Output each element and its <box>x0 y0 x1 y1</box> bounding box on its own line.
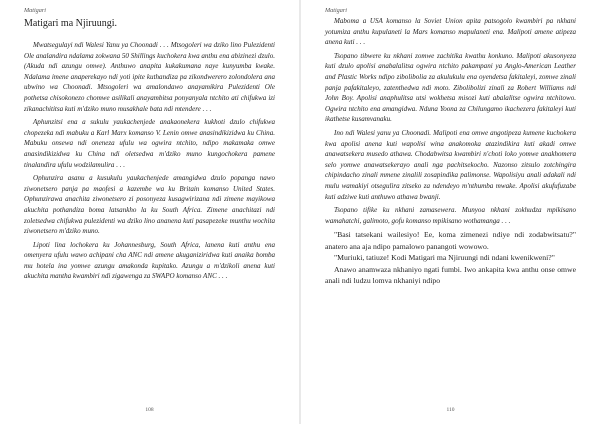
page-number: 110 <box>446 407 455 413</box>
paragraph: Tsopano tibwere ku nkhani zomwe zachitika kwathu konkuno. Malipoti akusonyeza kuti dzulo apolisi anabalalitsa ogwira ntchito pakampani ya Anglo-American Leather and Plastic Works ndipo zibolibolia za akulukulu ena oyendetsa fakitaleyi, zomwe zinali panja pafakitaleyo, zatenthedwa ndi moto. Zibolibolizi zinali za Robert Williams ndi John Boy. Apolisi anaphulitsa utsi wokhetsa misozi kuti abalalitse ogwira ntchitowo. Ogwira ntchito ena amangidwa. Nduna Yoona za Chilungamo ikachezera fakitaleyi kuti ikathetse kusamvanaku. <box>325 51 576 124</box>
dialogue-paragraph: "Muriuki, tatiuze! Kodi Matigari ma Njiruungi ndi ndani kwenikweni?" <box>334 253 555 263</box>
left-page <box>0 0 299 424</box>
paragraph: Tsopano tifike ku nkhani zamasewera. Munyoa nkhani zokhudza mpikisano wamahatchi, galimoto, gofu komanso mpikisano wothamanga . . . <box>325 206 576 225</box>
paragraph: Ophunzira asanu a kusukulu yaukachenjede amangidwa dzulo popanga nawo ziwonetsero panja pa maofesi a kazembe wa ku Britain komanso United States. Ophunzirawa anachita ziwonetsero zi posonyeza kusagwirizana ndi zimene mayikowa akuchita pothandiza boma latsankho la ku South Africa. Zimene anachitazi ndi zoletsedwa chifukwa pulezidenti wa dziko lino ananena kuti pasapezeke munthu wochita ziwonetsero m'dziko muno. <box>24 174 275 236</box>
paragraph: Maboma a USA komanso la Soviet Union apita patsogolo kwambiri pa nkhani yotumiza anthu kupulaneti la Mars komanso mapulaneti ena. Malipoti amene atipeza anena kuti . . . <box>325 17 576 47</box>
chapter-title: Matigari ma Njiruungi. <box>24 18 118 29</box>
paragraph: Aphunzitsi ena a sukulu yaukachenjede anakaonekera kukhoti dzulo chifukwa chopezeka ndi mabuku a Karl Marx komanso V. Lenin omwe anasindikizidwa ku China. Mabuku onsewa ndi oneneza ufulu wa ogwira ntchito, ndipo makamaka omwe anasindikizidwa ku China ndi oletsedwa m'dziko muno kungochokera pamene tinalandira ufulu wodzilamulira . . . <box>24 118 275 169</box>
running-head: Matigari <box>325 7 348 14</box>
paragraph: Ino ndi Walesi yanu ya Choonadi. Malipoti ena omwe angotipeza kumene kuchokera kwa apolisi anena kuti wapolisi wina anakomoka atazindikira kuti akadi omwe anawatsekera musedo athawa. Chodabwitsa kwambiri n'choti loko yomwe anakhomera selo yomwe anawatsekerayo anali nga pachitsekocho. Nazonso zitsulo zotchingira chipindacho zinali mmene zinalili zosapindika palimonse. Wapolisiyu anali adakali ndi mulu wamakiyi otsegulira zitseko za ndendeyo m'nthumba mwake. Apolisi akufufuzabe kuti adziwe kuti anthuwo athawa bwanji. <box>325 128 576 201</box>
paragraph: Anawo anamwaza nkhaniyo ngati fumbi. Iwo ankapita kwa anthu onse omwe anali ndi ludzu lomva nkhaniyi ndipo <box>325 264 576 286</box>
dialogue-paragraph: "Basi tatsekani wailesiyo! Ee, koma zimenezi ndiye ndi zodabwitsatu?" anatero ana aja ndipo pamalowo panangoti wowowo. <box>325 230 576 251</box>
page-number: 108 <box>145 407 154 413</box>
paragraph: Mwatsegulayi ndi Walesi Yanu ya Choonadi . . . Mtsogoleri wa dziko lino Pulezidenti Ole analandira ndalama zokwana 50 Shillings kuchokera kwa anthu ena abizinezi dzulo. (Akuda ndi azungu omwe). Anthuwo anapita kukakumana naye kunyumba kwake. Ndalama imene anaperekayo ndi yoti ipite kuthandiza pa zikondwerero zolondolera ana ubwino wa Choonadi. Mtsogoleri wa amalondawo anayamikira Pulezidenti Ole pothetsa chisokonezo chomwe asilikali anayambitsa ponyanyala ntchito ati chifukwa izi zikanachititsa kuti m'dziko muno musakhale bata ndi mtendere . . . <box>24 41 275 113</box>
running-head: Matigari <box>24 7 47 14</box>
right-page <box>301 0 600 424</box>
paragraph: Lipoti lina lochokera ku Johannesburg, South Africa, lanena kuti anthu ena omenyera ufulu wawo achipani cha ANC ndi amene akuganiziridwa kuti anaika bomba mu hotela ina yomwe azungu amakonda kupitako. Azungu a m'dzikoli anena kuti akuchita mantha kwambiri ndi zigawenga za SWAPO komanso ANC . . . <box>24 240 275 281</box>
